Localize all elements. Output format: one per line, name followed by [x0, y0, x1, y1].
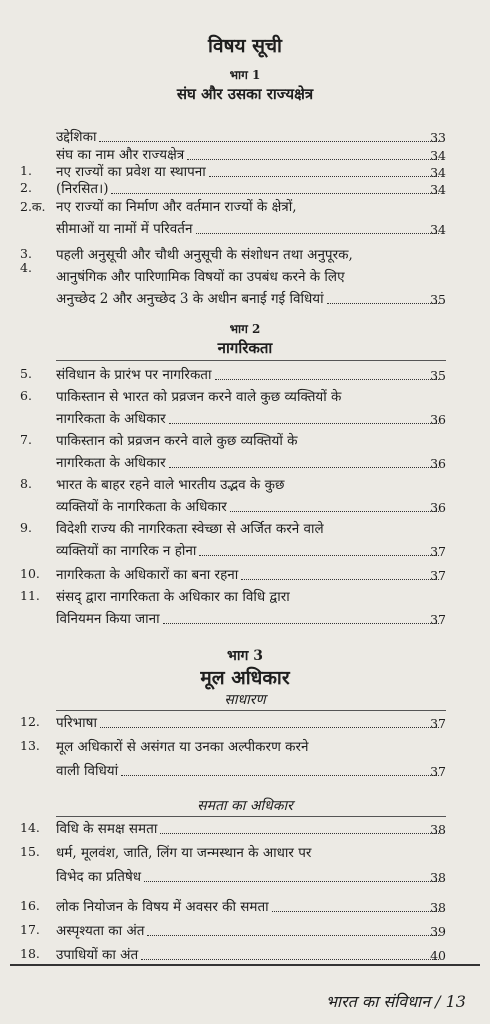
- dot-leader: [196, 233, 440, 234]
- part3-title: मूल अधिकार: [200, 667, 290, 689]
- entry-title-text: वाली विधियां: [56, 763, 119, 779]
- entry-title-line: [56, 498, 442, 516]
- part2-title: नागरिकता: [217, 339, 273, 357]
- entry-title-line: मूल अधिकारों से असंगत या उनका अल्पीकरण करने: [56, 739, 309, 755]
- entry-title-text: व्यक्तियों का नागरिक न होना: [56, 543, 197, 559]
- dot-leader: [187, 159, 439, 160]
- entry-title-line: [56, 146, 442, 164]
- entry-number: 4.: [20, 260, 32, 275]
- entry-number: 11.: [20, 588, 40, 603]
- entry-number: 2.: [20, 180, 32, 195]
- entry-number: 6.: [20, 388, 32, 403]
- entry-page-number: 39: [430, 924, 446, 939]
- entry-title-line: [56, 454, 442, 472]
- divider: [56, 360, 446, 361]
- entry-title-line: [56, 220, 442, 238]
- entry-page-number: 37: [430, 716, 446, 731]
- entry-page-number: 38: [430, 870, 446, 885]
- entry-title-text: लोक नियोजन के विषय में अवसर की समता: [56, 899, 269, 915]
- entry-title-line: [56, 542, 442, 560]
- entry-title-line: विदेशी राज्य की नागरिकता स्वेच्छा से अर्जित करने वाले: [56, 521, 324, 537]
- entry-title-line: संसद् द्वारा नागरिकता के अधिकार का विधि द्वारा: [56, 589, 290, 605]
- entry-page-number: 38: [430, 900, 446, 915]
- entry-number: 15.: [20, 844, 40, 859]
- divider: [56, 816, 446, 817]
- entry-number: 12.: [20, 714, 40, 729]
- entry-page-number: 34: [430, 222, 446, 237]
- dot-leader: [100, 727, 439, 728]
- entry-page-number: 38: [430, 822, 446, 837]
- entry-number: 13.: [20, 738, 40, 753]
- part1-label: भाग 1: [229, 68, 261, 82]
- entry-title-text: संघ का नाम और राज्यक्षेत्र: [56, 147, 185, 163]
- entry-number: 10.: [20, 566, 40, 581]
- dot-leader: [169, 423, 439, 424]
- toc-title: विषय सूची: [208, 35, 282, 57]
- entry-title-line: [56, 128, 442, 146]
- entry-title-text: विभेद का प्रतिषेध: [56, 869, 142, 885]
- entry-page-number: 34: [430, 182, 446, 197]
- entry-number: 3.: [20, 246, 32, 261]
- entry-title-line: [56, 610, 442, 628]
- entry-title-text: उद्देशिका: [56, 129, 97, 145]
- part1-extra-number: [0, 260, 490, 278]
- entry-title-line: [56, 762, 442, 780]
- entry-number: 5.: [20, 366, 32, 381]
- entry-title-line: पाकिस्तान को प्रव्रजन करने वाले कुछ व्यक्तियों के: [56, 433, 298, 449]
- entry-page-number: 35: [430, 368, 446, 383]
- entry-title-text: परिभाषा: [56, 715, 97, 731]
- entry-page-number: 37: [430, 544, 446, 559]
- entry-title-text: (निरसित।): [56, 181, 109, 197]
- part1-title: संघ और उसका राज्यक्षेत्र: [176, 85, 314, 103]
- entry-title-text: विधि के समक्ष समता: [56, 821, 158, 837]
- dot-leader: [215, 379, 440, 380]
- dot-leader: [99, 141, 439, 142]
- dot-leader: [241, 579, 439, 580]
- entry-title-text: विनियमन किया जाना: [56, 611, 160, 627]
- entry-title-line: धर्म, मूलवंश, जाति, लिंग या जन्मस्थान के आधार पर: [56, 845, 312, 861]
- entry-title-text: उपाधियों का अंत: [56, 947, 139, 963]
- entry-title-text: संविधान के प्रारंभ पर नागरिकता: [56, 367, 212, 383]
- entry-title-line: [56, 163, 442, 181]
- entry-title-line: भारत के बाहर रहने वाले भारतीय उद्भव के कुछ: [56, 477, 285, 493]
- dot-leader: [121, 775, 439, 776]
- entry-page-number: 36: [430, 412, 446, 427]
- entry-title-line: [56, 366, 442, 384]
- entry-number: 9.: [20, 520, 32, 535]
- entry-title-line: [56, 180, 442, 198]
- entry-title-line: [56, 922, 442, 940]
- entry-page-number: 37: [430, 764, 446, 779]
- entry-title-line: [56, 566, 442, 584]
- dot-leader: [209, 176, 439, 177]
- entry-title-line: पहली अनुसूची और चौथी अनुसूची के संशोधन तथा अनुपूरक,: [56, 247, 353, 263]
- entry-page-number: 36: [430, 456, 446, 471]
- divider: [56, 710, 446, 711]
- footer-rule: [10, 964, 480, 966]
- entry-title-line: [56, 290, 442, 308]
- entry-title-text: नागरिकता के अधिकार: [56, 455, 166, 471]
- part3-subheading-general: साधारण: [224, 692, 266, 708]
- entry-number: 16.: [20, 898, 40, 913]
- part3-label: भाग 3: [227, 648, 263, 664]
- dot-leader: [272, 911, 439, 912]
- dot-leader: [147, 935, 439, 936]
- entry-title-line: [56, 820, 442, 838]
- entry-title-line: [56, 898, 442, 916]
- entry-title-text: नागरिकता के अधिकारों का बना रहना: [56, 567, 239, 583]
- entry-page-number: 34: [430, 148, 446, 163]
- dot-leader: [144, 881, 439, 882]
- dot-leader: [163, 623, 439, 624]
- dot-leader: [169, 467, 439, 468]
- entry-number: 14.: [20, 820, 40, 835]
- entry-page-number: 40: [430, 948, 446, 963]
- entry-title-line: [56, 410, 442, 428]
- entry-number: 8.: [20, 476, 32, 491]
- entry-page-number: 35: [430, 292, 446, 307]
- entry-title-text: नए राज्यों का प्रवेश या स्थापना: [56, 164, 206, 180]
- entry-title-line: [56, 714, 442, 732]
- entry-number: 7.: [20, 432, 32, 447]
- entry-title-line: पाकिस्तान से भारत को प्रव्रजन करने वाले कुछ व्यक्तियों के: [56, 389, 342, 405]
- entry-title-text: सीमाओं या नामों में परिवर्तन: [56, 221, 193, 237]
- page-footer: भारत का संविधान / 13: [325, 992, 466, 1011]
- dot-leader: [230, 511, 439, 512]
- entry-title-line: [56, 868, 442, 886]
- entry-number: 1.: [20, 163, 32, 178]
- entry-number: 2.क.: [20, 199, 46, 214]
- entry-title-text: नागरिकता के अधिकार: [56, 411, 166, 427]
- dot-leader: [141, 959, 439, 960]
- dot-leader: [199, 555, 439, 556]
- part2-label: भाग 2: [229, 322, 261, 336]
- entry-number: 17.: [20, 922, 40, 937]
- entry-title-text: अस्पृश्यता का अंत: [56, 923, 145, 939]
- entry-title-line: नए राज्यों का निर्माण और वर्तमान राज्यों के क्षेत्रों,: [56, 199, 297, 215]
- part3-subheading-equality: समता का अधिकार: [197, 798, 293, 814]
- entry-number: 18.: [20, 946, 40, 961]
- dot-leader: [111, 193, 439, 194]
- entry-title-line: [56, 946, 442, 964]
- entry-page-number: 33: [430, 130, 446, 145]
- entry-page-number: 37: [430, 568, 446, 583]
- dot-leader: [160, 833, 439, 834]
- entry-page-number: 37: [430, 612, 446, 627]
- entry-page-number: 36: [430, 500, 446, 515]
- entry-title-line: आनुषंगिक और पारिणामिक विषयों का उपबंध करने के लिए: [56, 269, 345, 285]
- entry-title-text: अनुच्छेद 2 और अनुच्छेद 3 के अधीन बनाई गई विधियां: [56, 291, 324, 307]
- entry-title-text: व्यक्तियों के नागरिकता के अधिकार: [56, 499, 227, 515]
- entry-page-number: 34: [430, 165, 446, 180]
